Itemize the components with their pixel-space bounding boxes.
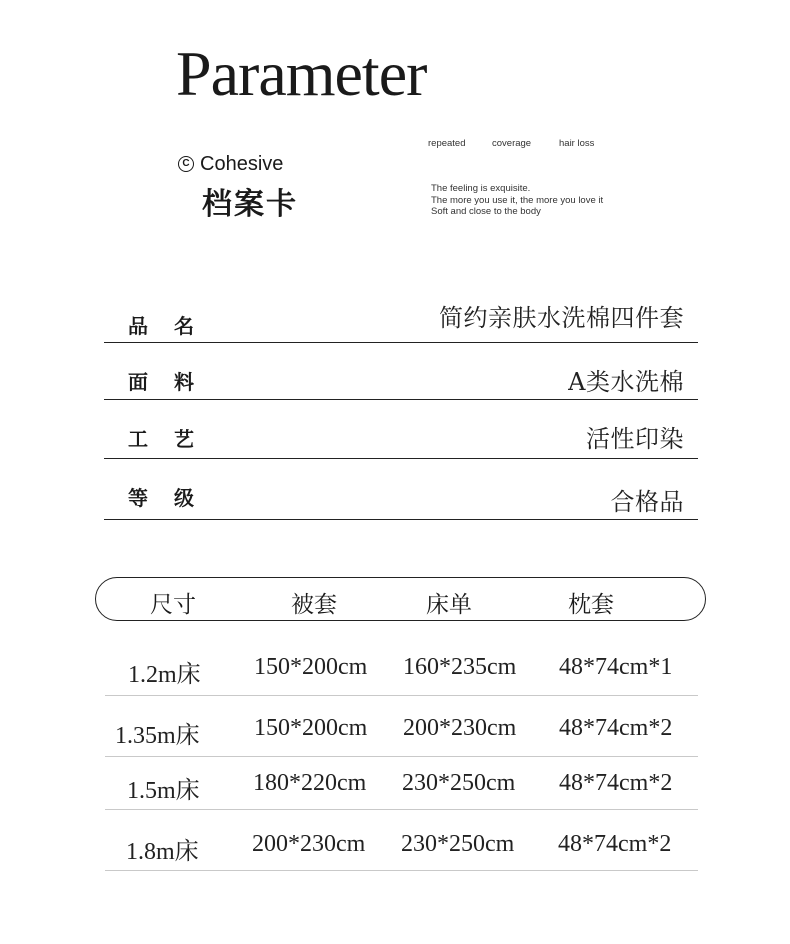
tag-item: hair loss: [559, 138, 595, 149]
table-cell: 48*74cm*2: [559, 770, 673, 796]
param-value: 活性印染: [586, 425, 684, 453]
table-row: [105, 640, 698, 696]
param-value: A类水洗棉: [568, 368, 684, 396]
tag-list: [428, 138, 594, 149]
table-cell: 200*230cm: [403, 715, 517, 741]
table-cell: 150*200cm: [254, 715, 368, 741]
table-cell: 1.35m床: [115, 723, 200, 749]
param-label: 品名: [128, 314, 220, 338]
slogan: [431, 183, 603, 218]
column-header: 枕套: [568, 592, 614, 618]
table-cell: 200*230cm: [252, 831, 366, 857]
param-row-craft: [104, 399, 698, 459]
tag-item: repeated: [428, 138, 466, 149]
param-label: 工艺: [128, 427, 220, 451]
param-label: 面料: [128, 370, 220, 394]
table-row: [105, 695, 698, 757]
table-row: [105, 809, 698, 871]
table-cell: 230*250cm: [402, 770, 516, 796]
table-cell: 48*74cm*1: [559, 654, 673, 680]
table-cell: 1.2m床: [128, 662, 201, 688]
card-label: 档案卡: [202, 187, 298, 222]
slogan-line: Soft and close to the body: [431, 206, 541, 217]
param-label: 等级: [128, 486, 220, 510]
param-row-name: [104, 290, 698, 343]
tag-item: coverage: [492, 138, 532, 149]
table-cell: 1.5m床: [127, 778, 200, 804]
table-cell: 180*220cm: [253, 770, 367, 796]
table-cell: 160*235cm: [403, 654, 517, 680]
slogan-line: The more you use it, the more you love it: [431, 194, 604, 206]
table-cell: 1.8m床: [126, 839, 199, 865]
table-cell: 48*74cm*2: [559, 715, 673, 741]
copyright-icon: C: [178, 156, 194, 172]
slogan-line: The feeling is exquisite.: [431, 183, 531, 194]
brand-name: Cohesive: [200, 153, 284, 175]
column-header: 床单: [426, 592, 472, 618]
table-row: [105, 756, 698, 810]
table-cell: 150*200cm: [254, 654, 368, 680]
brand: [178, 151, 283, 177]
page-title: Parameter: [176, 38, 427, 109]
column-header: 尺寸: [150, 592, 196, 618]
column-header: 被套: [291, 592, 337, 618]
param-row-grade: [104, 458, 698, 520]
param-value: 合格品: [610, 488, 684, 516]
table-cell: 48*74cm*2: [558, 831, 672, 857]
param-row-fabric: [104, 342, 698, 400]
param-value: 简约亲肤水洗棉四件套: [439, 304, 684, 332]
size-table-header: [95, 577, 706, 621]
table-cell: 230*250cm: [401, 831, 515, 857]
